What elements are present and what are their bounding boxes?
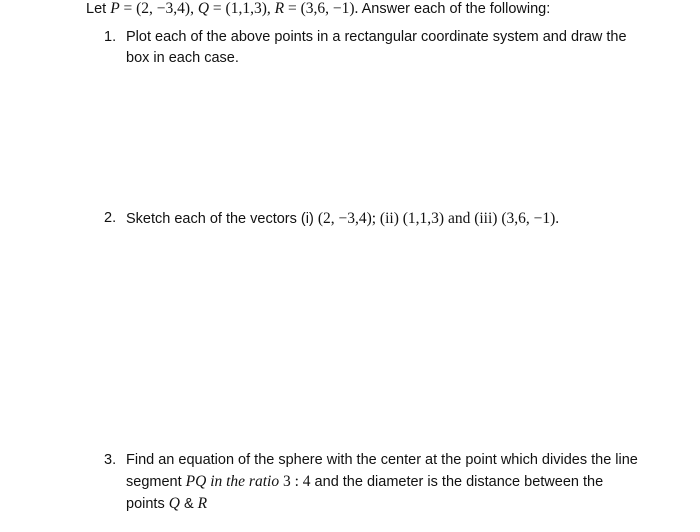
question-3-line-2 (126, 471, 664, 493)
question-1 (104, 27, 664, 69)
question-2-vectors: (2, −3,4); (ii) (1,1,3) and (iii) (3,6, −1). (317, 210, 560, 227)
question-3-number: 3. (104, 452, 117, 468)
question-3-ratio-value: 3 : 4 (279, 473, 311, 490)
question-3-q-var: Q (168, 495, 180, 512)
question-3-points-label: points (126, 496, 169, 512)
question-3-line-2-tail: and the diameter is the distance between the (310, 474, 604, 490)
intro-tail: Answer each of the following: (358, 1, 551, 17)
intro-line (86, 0, 550, 18)
question-2-number: 2. (104, 210, 117, 226)
question-1-line-2: box in each case. (126, 50, 239, 66)
intro-let: Let (86, 1, 111, 17)
point-p-coords: = (2, −3,4), (119, 0, 198, 17)
question-3 (104, 450, 664, 515)
question-2 (104, 208, 664, 230)
question-1-number: 1. (104, 29, 117, 45)
question-3-ampersand: & (179, 496, 198, 512)
question-1-line-1: Plot each of the above points in a rectangular coordinate system and draw the (126, 29, 627, 45)
point-r-var: R (274, 0, 285, 17)
point-r-coords: = (3,6, −1). (284, 0, 359, 17)
point-q-coords: = (1,1,3), (209, 0, 275, 17)
question-3-pq-ratio: PQ in the ratio (185, 473, 280, 490)
question-3-line-3 (126, 493, 664, 515)
point-q-var: Q (197, 0, 210, 17)
question-3-r-var: R (197, 495, 208, 512)
question-3-segment: segment (126, 474, 186, 490)
question-2-text: Sketch each of the vectors (i) (126, 211, 318, 227)
question-3-line-1: Find an equation of the sphere with the center at the point which divides the line (126, 452, 638, 468)
point-p-var: P (110, 0, 120, 17)
